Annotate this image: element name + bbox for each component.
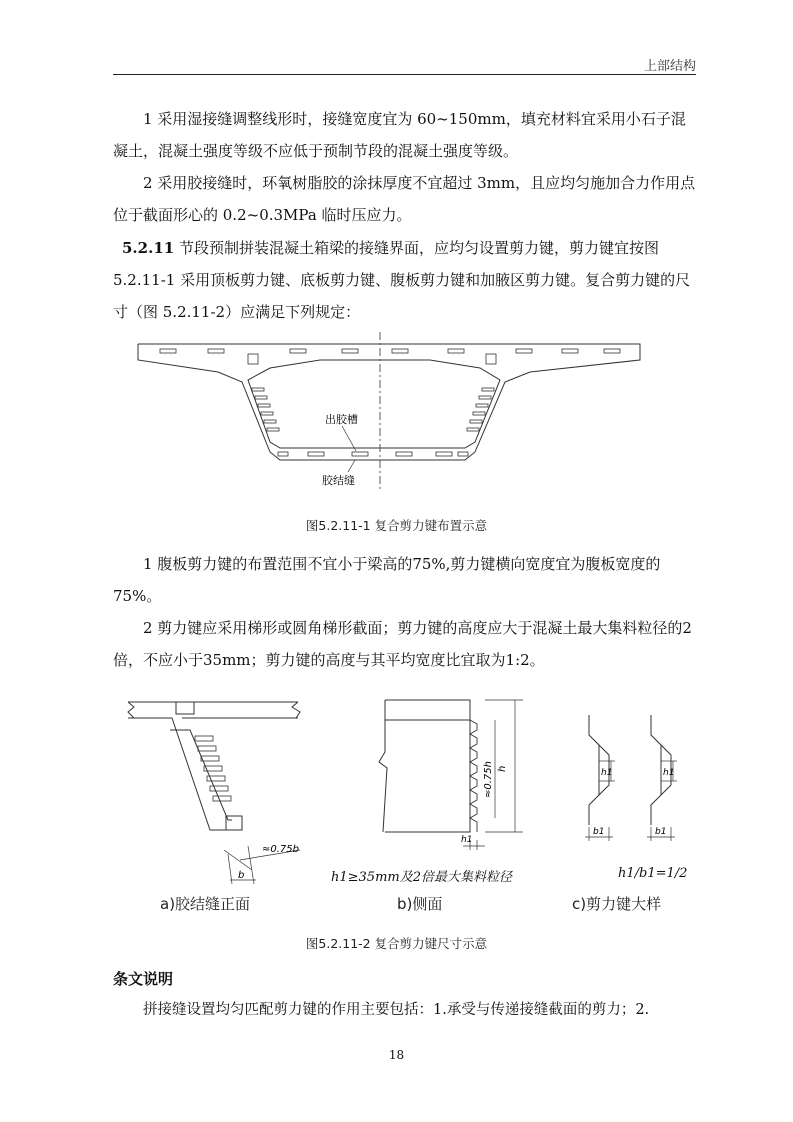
figure2b-side-view <box>365 690 540 860</box>
subcaption-b: b)侧面 <box>397 895 443 913</box>
header-rule <box>113 74 696 75</box>
dim-b: b <box>238 870 245 881</box>
paragraph-key-shape: 2 剪力键应采用梯形或圆角梯形截面；剪力键的高度应大于混凝土最大集料粒径的2倍，不应小于35mm；剪力键的高度与其平均宽度比宜取为1:2。 <box>113 619 692 669</box>
paragraph-wet-joint: 1 采用湿接缝调整线形时，接缝宽度宜为 60~150mm，填充材料宜采用小石子混凝土，混凝土强度等级不应低于预制节段的混凝土强度等级。 <box>113 110 686 160</box>
figure2a-joint-front <box>120 690 320 890</box>
page-number: 18 <box>388 1048 405 1062</box>
subcaption-a: a)胶结缝正面 <box>160 895 251 913</box>
header-section-title: 上部结构 <box>643 59 696 74</box>
box-girder-section-figure <box>130 330 660 495</box>
paragraph-web-key-range: 1 腹板剪力键的布置范围不宜小于梁高的75%,剪力键横向宽度宜为腹板宽度的75%。 <box>113 555 661 605</box>
dim-h1-side: h1 <box>461 835 473 845</box>
note-ratio: h1/b1=1/2 <box>618 866 688 881</box>
dim-b1-right: b1 <box>655 827 667 837</box>
commentary-title: 条文说明 <box>113 970 174 988</box>
dim-b1-left: b1 <box>593 827 605 837</box>
dim-075h: ≈0.75h <box>483 761 494 798</box>
paragraph-5-2-11 <box>113 232 698 328</box>
label-glue-joint: 胶结缝 <box>322 474 355 487</box>
clause-number: 5.2.11 <box>122 239 175 257</box>
figure1-caption: 图5.2.11-1 复合剪力键布置示意 <box>305 518 488 533</box>
commentary-text: 拼接缝设置均匀匹配剪力键的作用主要包括：1.承受与传递接缝截面的剪力；2. <box>143 1002 650 1018</box>
subcaption-c: c)剪力键大样 <box>572 895 662 913</box>
figure2-caption: 图5.2.11-2 复合剪力键尺寸示意 <box>305 936 488 951</box>
dim-h: h <box>497 765 508 772</box>
dim-075b: ≈0.75b <box>262 844 299 855</box>
clause-text: 节段预制拼装混凝土箱梁的接缝界面，应均匀设置剪力键，剪力键宜按图 5.2.11-1 采用顶板剪力键、底板剪力键、腹板剪力键和加腋区剪力键。复合剪力键的尺寸（图 5.2.11-2）应满足下列规定： <box>113 239 691 321</box>
dim-h1-detail-left: h1 <box>601 768 613 778</box>
paragraph-glue-joint: 2 采用胶接缝时，环氧树脂胶的涂抹厚度不宜超过 3mm，且应均匀施加合力作用点位于截面形心的 0.2~0.3MPa 临时压应力。 <box>113 174 696 224</box>
figure2c-key-detail <box>575 715 695 845</box>
note-side-h1: h1≥35mm及2倍最大集料粒径 <box>331 870 513 885</box>
dim-h1-detail-right: h1 <box>663 768 675 778</box>
label-glue-groove: 出胶槽 <box>325 413 358 426</box>
